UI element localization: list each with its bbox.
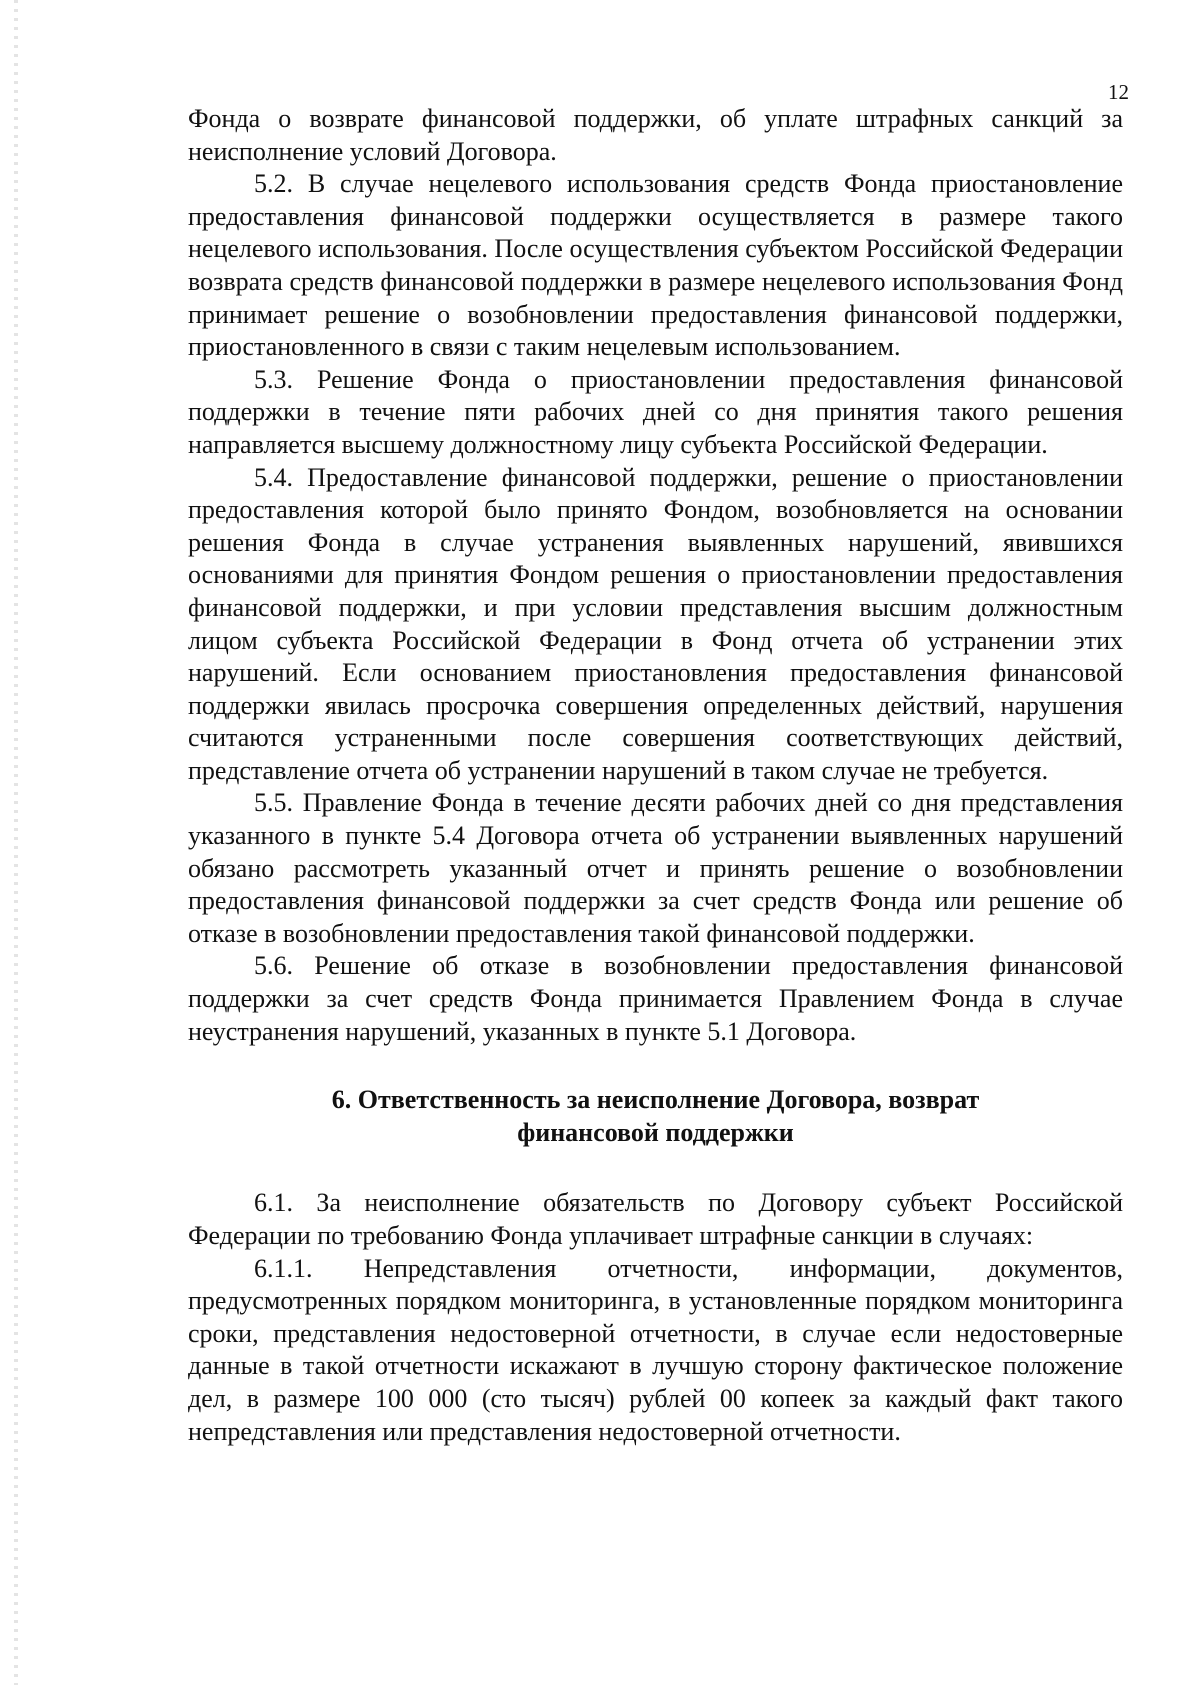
paragraph-5-3: 5.3. Решение Фонда о приостановлении предоставления финансовой поддержки в течение пяти рабочих дней со дня принятия такого решения направляется высшему должностному лицу субъекта Российской Федерации.: [188, 364, 1123, 459]
section-heading-line-2: финансовой поддержки: [517, 1117, 794, 1147]
paragraph-5-4: 5.4. Предоставление финансовой поддержки, решение о приостановлении предоставления которой было принято Фондом, возобновляется на основании решения Фонда в случае устранения выявленных нарушений, явившихся основаниями для принятия Фондом решения о приостановлении предоставления финансовой поддержки, и при условии представления высшим должностным лицом субъекта Российской Федерации в Фонд отчета об устранении этих нарушений. Если основанием приостановления предоставления финансовой поддержки явилась просрочка совершения определенных действий, нарушения считаются устраненными после совершения соответствующих действий, представление отчета об устранении нарушений в таком случае не требуется.: [188, 462, 1123, 785]
paragraph-5-6: 5.6. Решение об отказе в возобновлении предоставления финансовой поддержки за счет средств Фонда принимается Правлением Фонда в случае неустранения нарушений, указанных в пункте 5.1 Договора.: [188, 951, 1123, 1046]
scan-edge: [14, 0, 18, 1685]
paragraph-6-1: 6.1. За неисполнение обязательств по Договору субъект Российской Федерации по требованию Фонда уплачивает штрафные санкции в случаях:: [188, 1188, 1123, 1250]
section-heading-line-1: 6. Ответственность за неисполнение Договора, возврат: [331, 1085, 980, 1115]
section-heading: [188, 1048, 1123, 1187]
paragraph-5-2: 5.2. В случае нецелевого использования средств Фонда приостановление предоставления финансовой поддержки осуществляется в размере такого нецелевого использования. После осуществления субъектом Российской Федерации возврата средств финансовой поддержки в размере нецелевого использования Фонд принимает решение о возобновлении предоставления финансовой поддержки, приостановленного в связи с таким нецелевым использованием.: [188, 169, 1123, 362]
paragraph-6-1-1: 6.1.1. Непредставления отчетности, информации, документов, предусмотренных порядком мониторинга, в установленные порядком мониторинга сроки, представления недостоверной отчетности, в случае если недостоверные данные в такой отчетности искажают в лучшую сторону фактическое положение дел, в размере 100 000 (сто тысяч) рублей 00 копеек за каждый факт такого непредставления или представления недостоверной отчетности.: [188, 1253, 1123, 1446]
paragraph-5-5: 5.5. Правление Фонда в течение десяти рабочих дней со дня представления указанного в пункте 5.4 Договора отчета об устранении выявленных нарушений обязано рассмотреть указанный отчет и принять решение о возобновлении предоставления финансовой поддержки за счет средств Фонда или решение об отказе в возобновлении предоставления такой финансовой поддержки.: [188, 788, 1123, 948]
document-body: [188, 103, 1123, 1448]
paragraph-continuation: Фонда о возврате финансовой поддержки, об уплате штрафных санкций за неисполнение условий Договора.: [188, 104, 1123, 166]
page-number: 12: [1108, 80, 1129, 104]
